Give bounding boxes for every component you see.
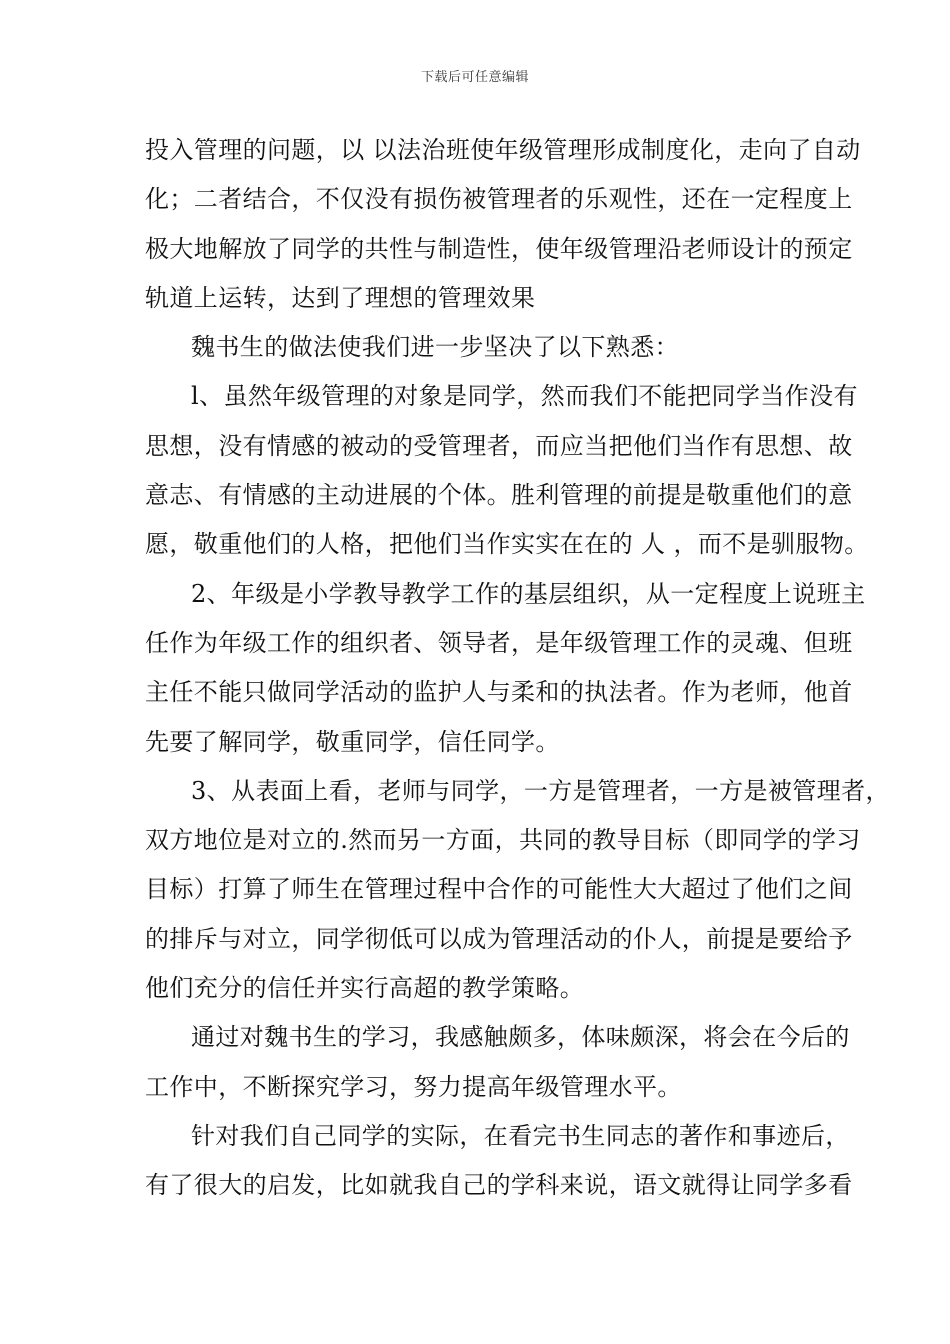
text-line: 投入管理的问题，以 以法治班使年级管理形成制度化，走向了自动 (145, 136, 861, 164)
text-line: 的排斥与对立，同学彻低可以成为管理活动的仆人，前提是要给予 (145, 924, 853, 953)
text-line: 任作为年级工作的组织者、领导者，是年级管理工作的灵魂、但班 (145, 628, 853, 657)
text-line: 工作中，不断探究学习，努力提高年级管理水平。 (145, 1072, 682, 1101)
text-line: l、虽然年级管理的对象是同学，然而我们不能把同学当作没有 (191, 382, 858, 411)
text-line: 2、年级是小学教导教学工作的基层组织，从一定程度上说班主 (191, 579, 866, 608)
text-line: 先要了解同学，敬重同学，信任同学。 (145, 727, 560, 756)
text-line: 愿，敬重他们的人格，把他们当作实实在在的 人 ，而不是驯服物。 (145, 530, 869, 559)
text-line: 魏书生的做法使我们进一步坚决了以下熟悉： (191, 333, 679, 362)
body-text (145, 126, 890, 1211)
text-line: 他们充分的信任并实行高超的教学策略。 (145, 974, 585, 1003)
text-line: 通过对魏书生的学习，我感触颇多，体味颇深，将会在今后的 (191, 1023, 850, 1052)
text-line: 双方地位是对立的.然而另一方面，共同的教导目标（即同学的学习 (145, 826, 861, 855)
text-line: 化；二者结合，不仅没有损伤被管理者的乐观性，还在一定程度上 (145, 185, 853, 214)
text-line: 有了很大的启发，比如就我自己的学科来说，语文就得让同学多看 (145, 1171, 853, 1200)
text-line: 3、从表面上看，老师与同学，一方是管理者，一方是被管理者， (191, 776, 890, 805)
text-line: 思想，没有情感的被动的受管理者，而应当把他们当作有思想、故 (145, 431, 853, 460)
text-line: 针对我们自己同学的实际，在看完书生同志的著作和事迹后， (191, 1121, 850, 1150)
text-line: 目标）打算了师生在管理过程中合作的可能性大大超过了他们之间 (145, 875, 853, 904)
text-line: 极大地解放了同学的共性与制造性，使年级管理沿老师设计的预定 (145, 234, 853, 263)
text-line: 意志、有情感的主动进展的个体。胜利管理的前提是敬重他们的意 (145, 481, 853, 510)
text-line: 主任不能只做同学活动的监护人与柔和的执法者。作为老师，他首 (145, 678, 853, 707)
page-header: 下载后可任意编辑 (420, 70, 529, 85)
text-line: 轨道上运转，达到了理想的管理效果 (145, 283, 536, 312)
